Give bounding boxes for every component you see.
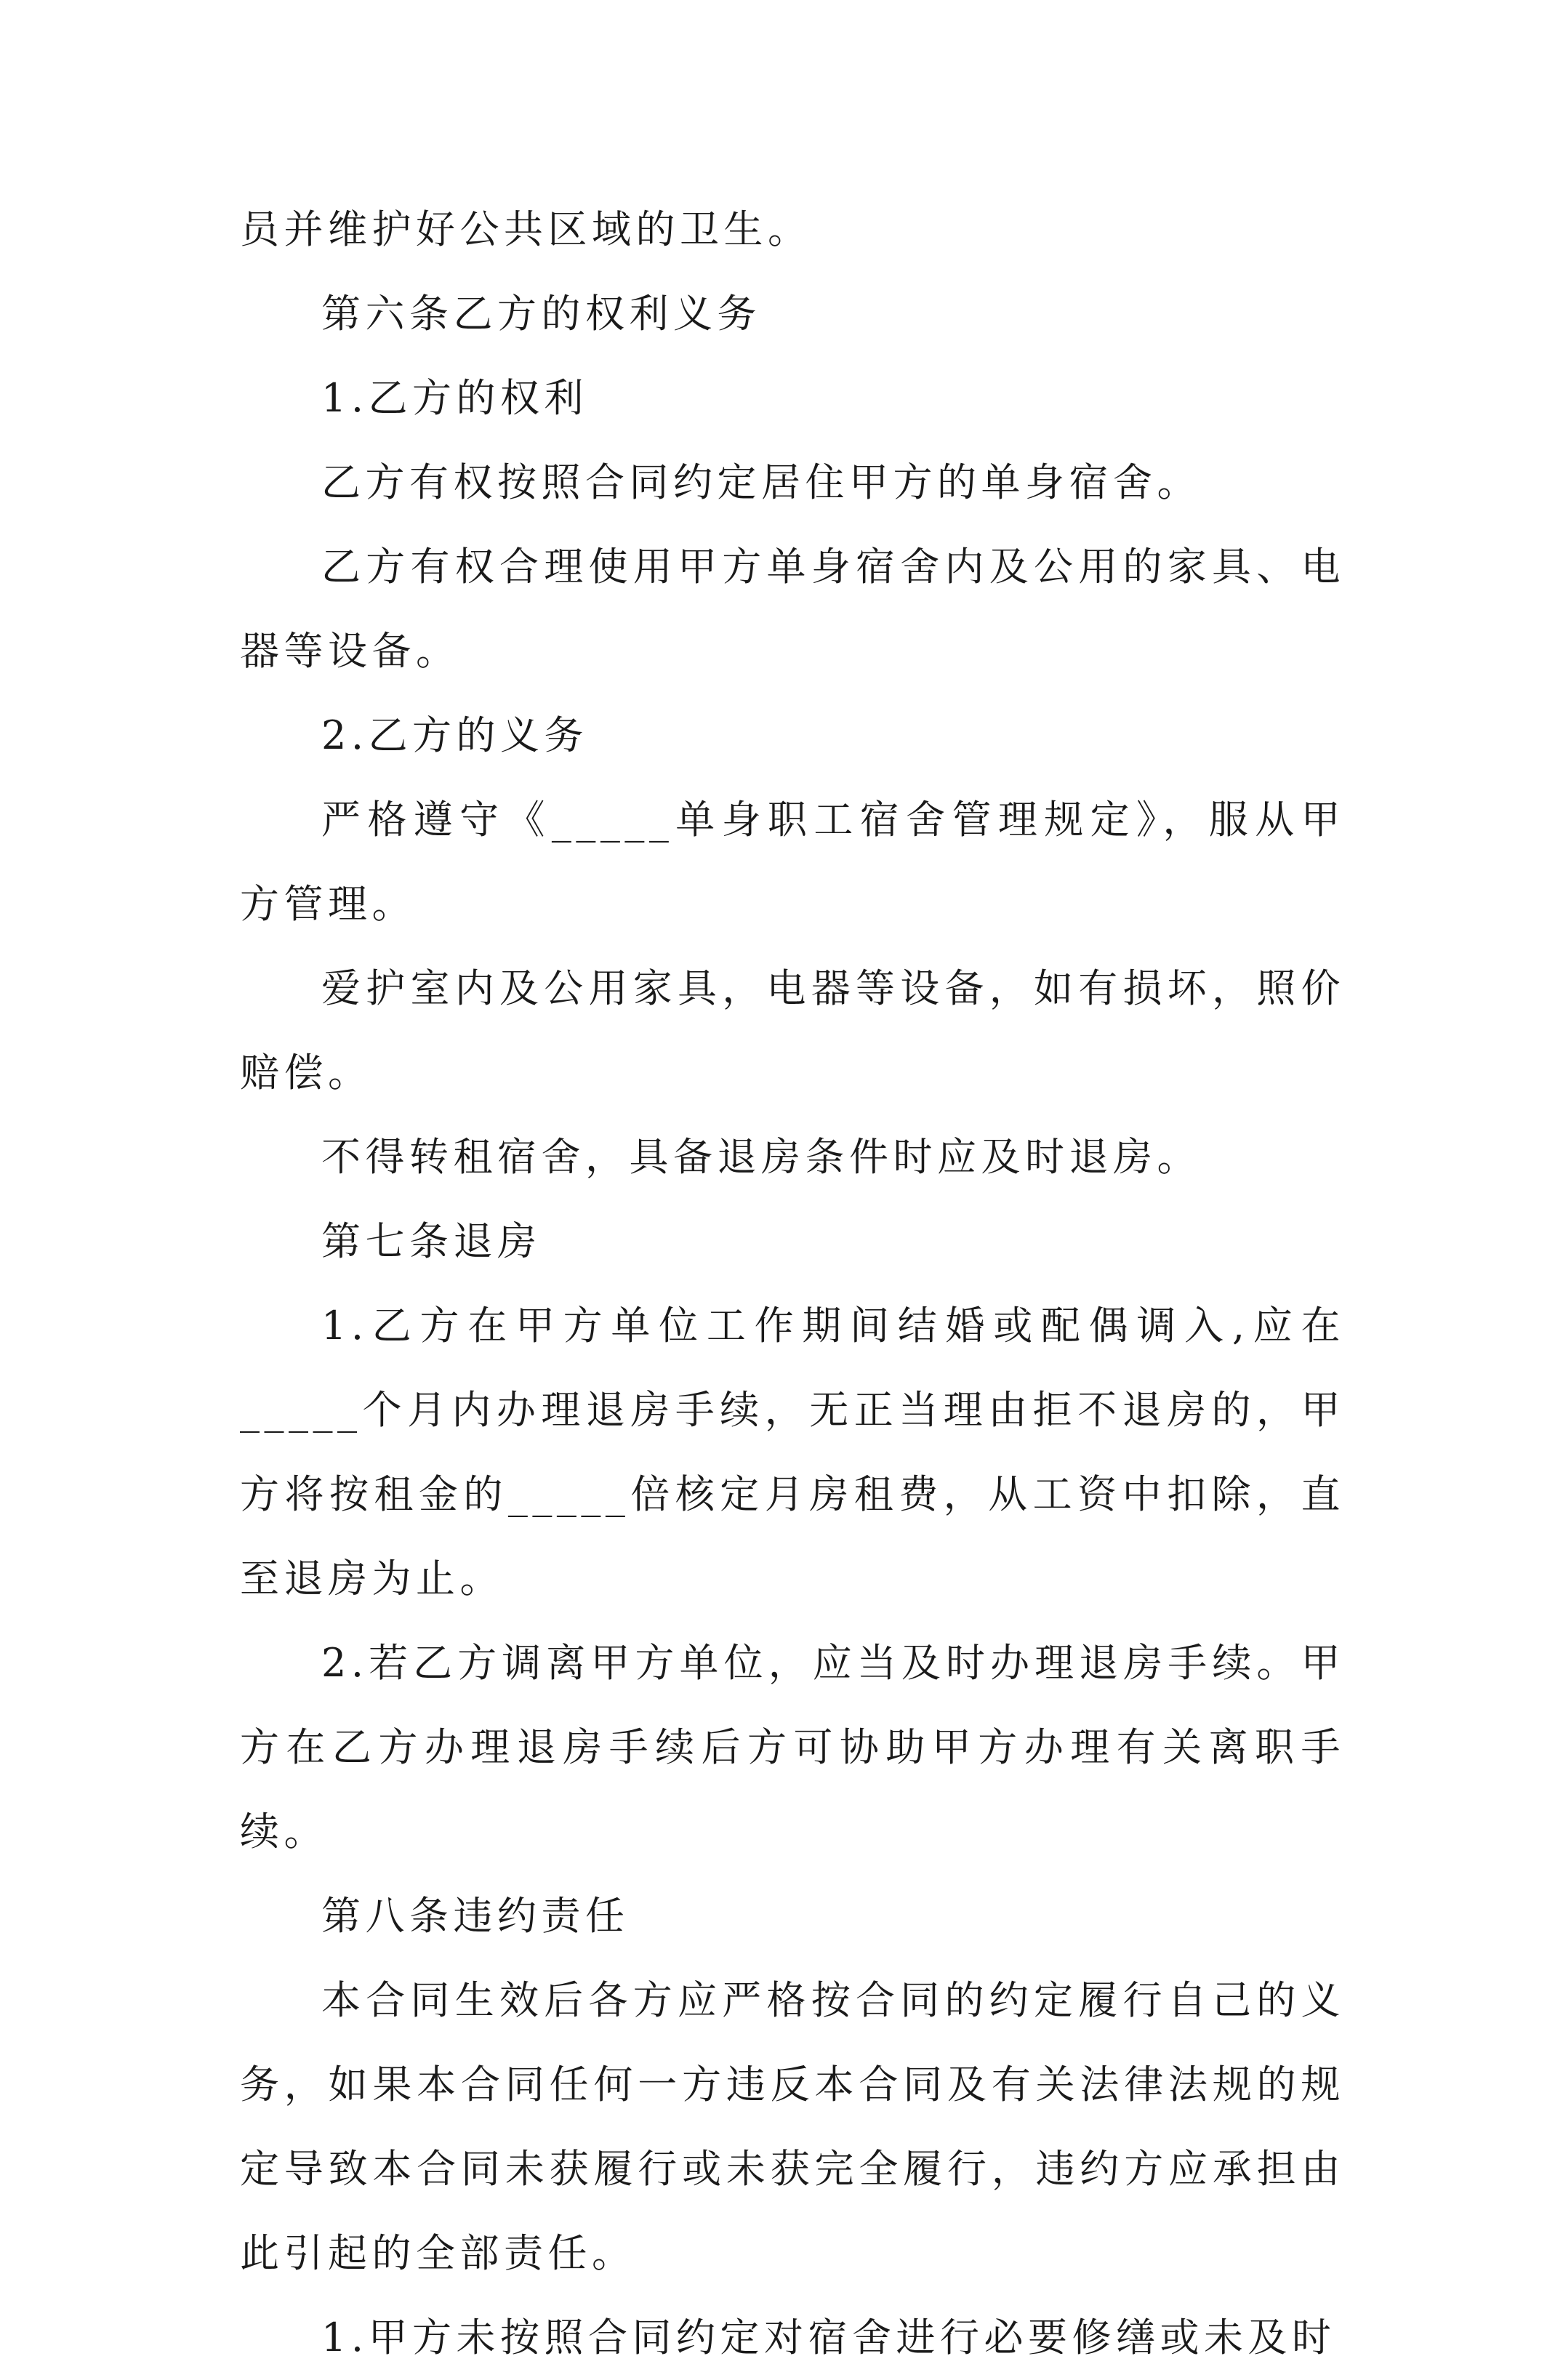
paragraph: 乙方有权合理使用甲方单身宿舍内及公用的家具、电器等设备。 <box>240 544 1345 674</box>
paragraph: 乙方有权按照合同约定居住甲方的单身宿舍。 <box>321 459 1201 505</box>
item-heading-party-b-obligations: 2.乙方的义务 <box>321 712 589 758</box>
paragraph-continuation: 员并维护好公共区域的卫生。 <box>240 206 812 252</box>
article-7-heading: 第七条退房 <box>321 1218 542 1264</box>
paragraph: 1.甲方未按照合同约定对宿舍进行必要修缮或未及时 <box>321 2315 1336 2360</box>
document-body <box>240 188 1345 2380</box>
paragraph: 本合同生效后各方应严格按合同的约定履行自己的义务，如果本合同任何一方违反本合同及有关法律法规的规定导致本合同未获履行或未获完全履行，违约方应承担由此引起的全部责任。 <box>240 1977 1345 2276</box>
paragraph: 严格遵守《_____单身职工宿舍管理规定》，服从甲方管理。 <box>240 797 1345 927</box>
paragraph: 不得转租宿舍，具备退房条件时应及时退房。 <box>321 1134 1201 1180</box>
paragraph: 爱护室内及公用家具，电器等设备，如有损坏，照价赔偿。 <box>240 965 1345 1095</box>
paragraph: 1.乙方在甲方单位工作期间结婚或配偶调入,应在_____个月内办理退房手续，无正当理由拒不退房的，甲方将按租金的_____倍核定月房租费，从工资中扣除，直至退房为止。 <box>240 1303 1345 1601</box>
article-8-heading: 第八条违约责任 <box>321 1893 630 1939</box>
article-6-heading: 第六条乙方的权利义务 <box>321 291 761 337</box>
paragraph: 2.若乙方调离甲方单位，应当及时办理退房手续。甲方在乙方办理退房手续后方可协助甲方办理有关离职手续。 <box>240 1640 1345 1854</box>
item-heading-party-b-rights: 1.乙方的权利 <box>321 375 589 421</box>
